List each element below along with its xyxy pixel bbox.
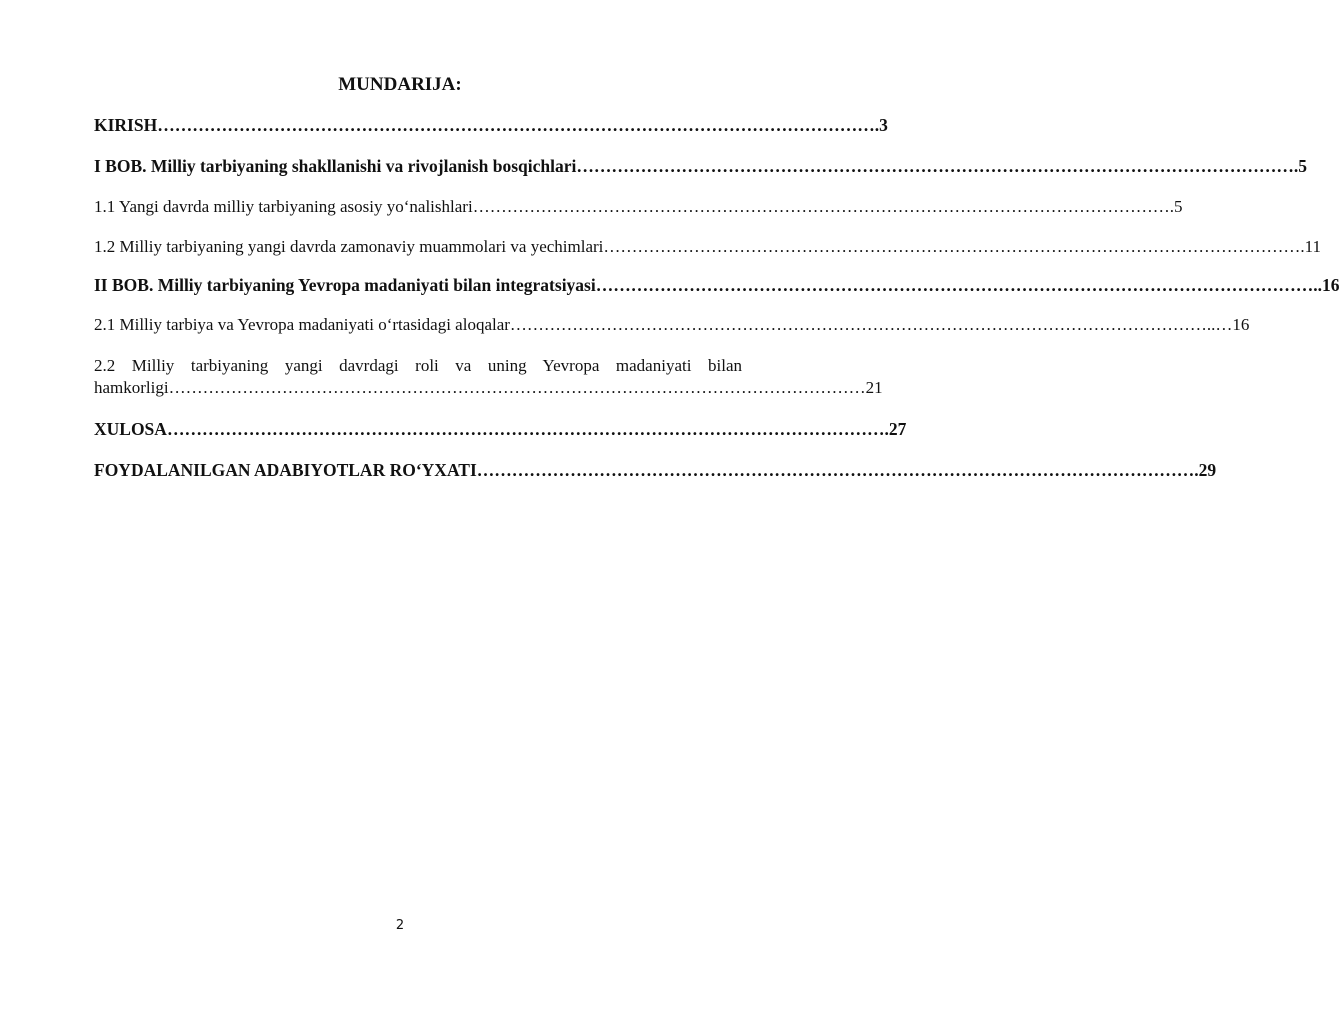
toc-entry-1-1[interactable] — [94, 196, 1183, 218]
toc-entry-page: .5 — [1293, 156, 1307, 176]
toc-entry-text: FOYDALANILGAN ADABIYOTLAR RO‘YXATI — [94, 460, 477, 480]
toc-entry-page: 21 — [865, 378, 883, 397]
toc-leader-dots: …………………………………………………………………………………………………………… — [603, 237, 1301, 256]
toc-entry-page: .5 — [1169, 197, 1183, 216]
toc-leader-dots: …………………………………………………………………………………………………………… — [157, 115, 875, 135]
toc-entry-chapter-2[interactable] — [94, 274, 1339, 296]
toc-entry-kirish[interactable] — [94, 114, 888, 136]
toc-entry-page: .29 — [1194, 460, 1217, 480]
toc-entry-text: 1.2 Milliy tarbiyaning yangi davrda zamonaviy muammolari va yechimlari — [94, 237, 604, 256]
toc-entry-text: 2.1 Milliy tarbiya va Yevropa madaniyati o‘rtasidagi aloqalar — [94, 315, 510, 334]
toc-entry-text: KIRISH — [94, 115, 158, 135]
toc-entry-2-2[interactable] — [94, 355, 883, 399]
toc-entry-2-1[interactable] — [94, 314, 1250, 336]
toc-entry-xulosa[interactable] — [94, 418, 907, 440]
toc-entry-page: .11 — [1300, 237, 1322, 256]
toc-leader-dots: …………………………………………………………………………………………………………… — [509, 315, 1207, 334]
toc-leader-dots: …………………………………………………………………………………………………………… — [576, 156, 1294, 176]
toc-entry-chapter-1[interactable] — [94, 155, 1307, 177]
toc-entry-references[interactable] — [94, 459, 1217, 481]
toc-entry-text: I BOB. Milliy tarbiyaning shakllanishi va rivojlanish bosqichlari — [94, 156, 577, 176]
toc-leader-dots: …………………………………………………………………………………………………………… — [476, 460, 1195, 480]
toc-entry-text: 1.1 Yangi davrda milliy tarbiyaning asosiy yo‘nalishlari — [94, 197, 473, 216]
page-number: 2 — [395, 918, 405, 933]
toc-entry-text: hamkorligi — [94, 378, 169, 397]
toc-entry-1-2[interactable] — [94, 236, 1322, 258]
toc-entry-text: XULOSA — [94, 419, 167, 439]
toc-leader-dots: …………………………………………………………………………………………………………… — [168, 378, 866, 397]
toc-entry-page: .3 — [874, 115, 888, 135]
toc-entry-text: II BOB. Milliy tarbiyaning Yevropa madaniyati bilan integratsiyasi — [94, 275, 596, 295]
toc-entry-page: .27 — [884, 419, 907, 439]
toc-leader-dots: …………………………………………………………………………………………………………… — [472, 197, 1170, 216]
toc-entry-page: ..…16 — [1206, 315, 1250, 334]
toc-leader-dots: …………………………………………………………………………………………………………… — [166, 419, 885, 439]
toc-entry-page: ..16 — [1313, 275, 1339, 295]
toc-leader-dots: …………………………………………………………………………………………………………… — [595, 275, 1314, 295]
page-title: MUNDARIJA: — [338, 74, 462, 95]
toc-entry-text-line1: 2.2 Milliy tarbiyaning yangi davrdagi roli va uning Yevropa madaniyati bilan — [94, 356, 742, 375]
